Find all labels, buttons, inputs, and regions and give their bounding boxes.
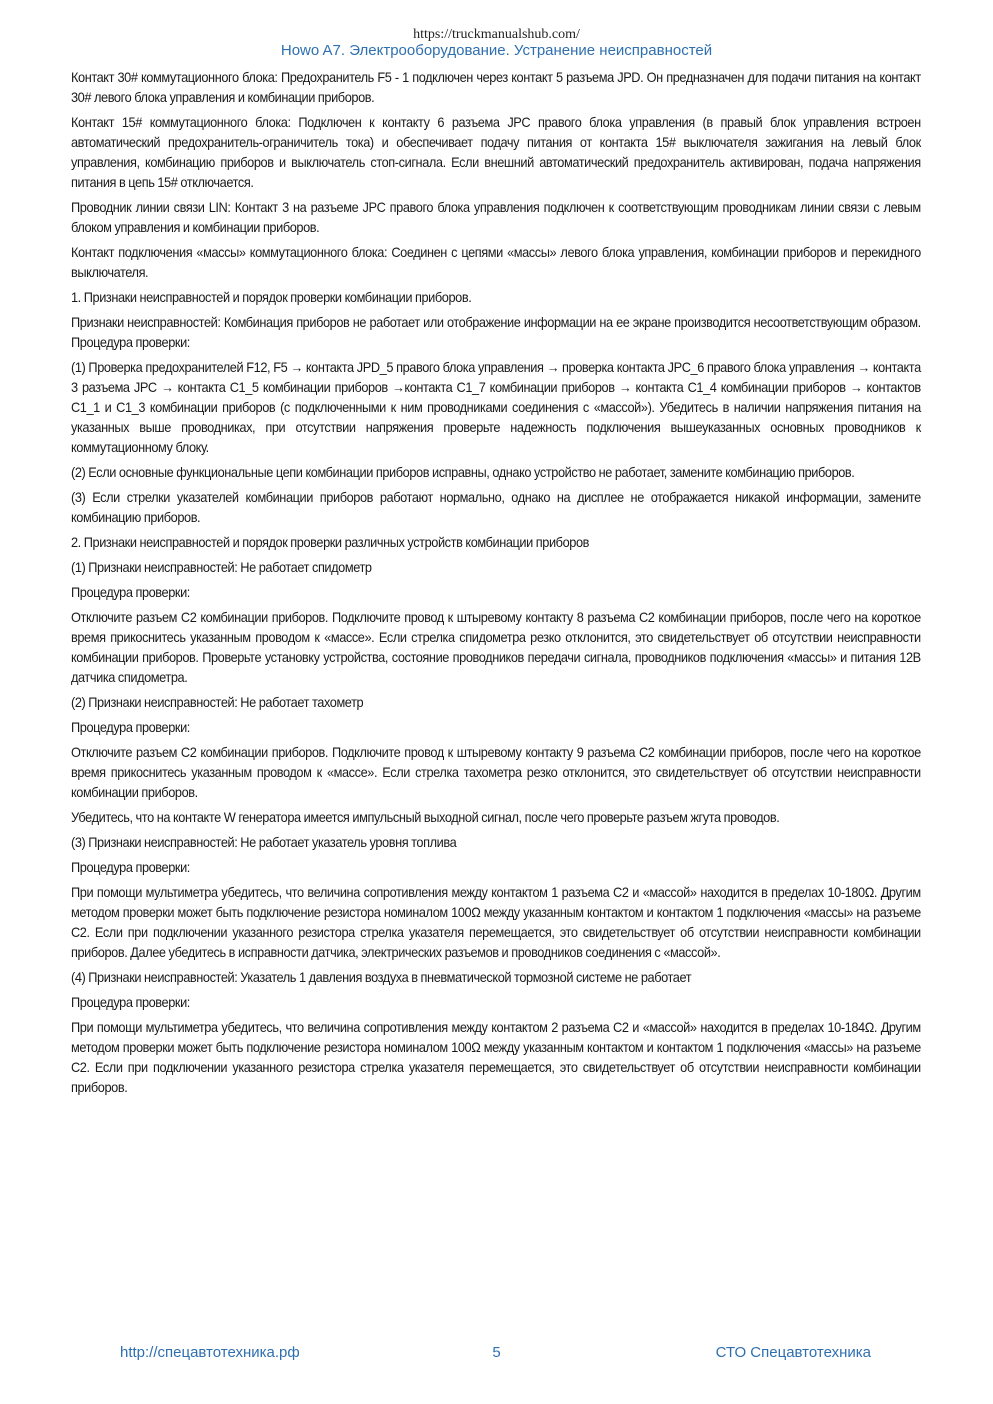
subsection-heading: (3) Признаки неисправностей: Не работает указатель уровня топлива — [71, 835, 457, 850]
section-heading: 2. Признаки неисправностей и порядок проверки различных устройств комбинации приборов — [71, 535, 589, 550]
subsection-heading: (1) Признаки неисправностей: Не работает спидометр — [71, 560, 372, 575]
paragraph: Отключите разъем C2 комбинации приборов. Подключите провод к штыревому контакту 9 разъема C2 комбинации приборов, после чего на короткое время прикоснитесь указанным проводом к «массе». Если стрелка тахометра резко отклонится, это свидетельствует об отсутствии неисправности комбинации приборов. — [71, 745, 921, 800]
paragraph: Убедитесь, что на контакте W генератора имеется импульсный выходной сигнал, после чего проверьте разъем жгута проводов. — [71, 810, 780, 825]
section-heading: 1. Признаки неисправностей и порядок проверки комбинации приборов. — [71, 290, 472, 305]
paragraph: При помощи мультиметра убедитесь, что величина сопротивления между контактом 1 разъема C2 и «массой» находится в пределах 10-180Ω. Другим методом проверки может быть подключение резистора номиналом 100Ω между указанным контактом и контактом 1 подключения «массы» на разъеме C2. Если при подключении указанного резистора стрелка указателя перемещается, это свидетельствует об отсутствии неисправности комбинации приборов. Далее убедитесь в исправности датчика, электрических разъемов и проводников соединения с «массой». — [71, 885, 921, 960]
procedure-label: Процедура проверки: — [71, 995, 190, 1010]
procedure-label: Процедура проверки: — [71, 720, 190, 735]
paragraph: Контакт подключения «массы» коммутационного блока: Соединен с цепями «массы» левого блока управления, комбинации приборов и перекидного выключателя. — [71, 245, 921, 280]
subsection-heading: (4) Признаки неисправностей: Указатель 1 давления воздуха в пневматической тормозной системе не работает — [71, 970, 692, 985]
document-title: Howo A7. Электрооборудование. Устранение неисправностей — [280, 42, 713, 59]
paragraph: Контакт 30# коммутационного блока: Предохранитель F5 - 1 подключен через контакт 5 разъема JPD. Он предназначен для подачи питания на контакт 30# левого блока управления и комбинации приборов. — [71, 70, 921, 105]
source-url: https://truckmanualshub.com/ — [413, 27, 580, 42]
paragraph: Признаки неисправностей: Комбинация приборов не работает или отображение информации на ее экране производится несоответствующим образом. Процедура проверки: — [71, 315, 921, 350]
footer-company: СТО Спецавтотехника — [715, 1344, 871, 1361]
paragraph: (1) Проверка предохранителей F12, F5 → контакта JPD_5 правого блока управления → проверка контакта JPC_6 правого блока управления → контакта 3 разъема JPC → контакта C1_5 комбинации приборов →контакта C1_7 комбинации приборов → контакта C1_4 комбинации приборов → контактов C1_1 и C1_3 комбинации приборов (с подключенными к ним проводниками соединения с «массой»). Убедитесь в наличии напряжения питания на указанных выше проводниках, при отсутствии напряжения проверьте надежность подключения вышеуказанных основных проводников к коммутационному блоку. — [71, 360, 921, 455]
subsection-heading: (2) Признаки неисправностей: Не работает тахометр — [71, 695, 364, 710]
page-number: 5 — [492, 1344, 501, 1361]
paragraph: При помощи мультиметра убедитесь, что величина сопротивления между контактом 2 разъема C2 и «массой» находится в пределах 10-184Ω. Другим методом проверки может быть подключение резистора номиналом 100Ω между указанным контактом и контактом 1 подключения «массы» на разъеме C2. Если при подключении указанного резистора стрелка указателя перемещается, это свидетельствует об отсутствии неисправности комбинации приборов. — [71, 1020, 921, 1095]
paragraph: Отключите разъем C2 комбинации приборов. Подключите провод к штыревому контакту 8 разъема C2 комбинации приборов, после чего на короткое время прикоснитесь указанным проводом к «массе». Если стрелка спидометра резко отклонится, это свидетельствует об отсутствии неисправности комбинации приборов. Проверьте установку устройства, состояние проводников передачи сигнала, проводников подключения «массы» и питания 12В датчика спидометра. — [71, 610, 921, 685]
page-content — [71, 68, 921, 1103]
paragraph: (2) Если основные функциональные цепи комбинации приборов исправны, однако устройство не работает, замените комбинацию приборов. — [71, 465, 855, 480]
procedure-label: Процедура проверки: — [71, 860, 190, 875]
paragraph: (3) Если стрелки указателей комбинации приборов работают нормально, однако на дисплее не отображается никакой информации, замените комбинацию приборов. — [71, 490, 921, 525]
paragraph: Контакт 15# коммутационного блока: Подключен к контакту 6 разъема JPC правого блока управления (в правый блок управления встроен автоматический предохранитель-ограничитель тока) и обеспечивает подачу питания от контакта 15# выключателя зажигания на левый блок управления, комбинацию приборов и выключатель стоп-сигнала. Если внешний автоматический предохранитель активирован, подача напряжения питания в цепь 15# отключается. — [71, 115, 921, 190]
footer-website-link[interactable]: http://спецавтотехника.рф — [120, 1344, 300, 1361]
procedure-label: Процедура проверки: — [71, 585, 190, 600]
paragraph: Проводник линии связи LIN: Контакт 3 на разъеме JPC правого блока управления подключен к соответствующим проводникам линии связи с левым блоком управления и комбинации приборов. — [71, 200, 921, 235]
